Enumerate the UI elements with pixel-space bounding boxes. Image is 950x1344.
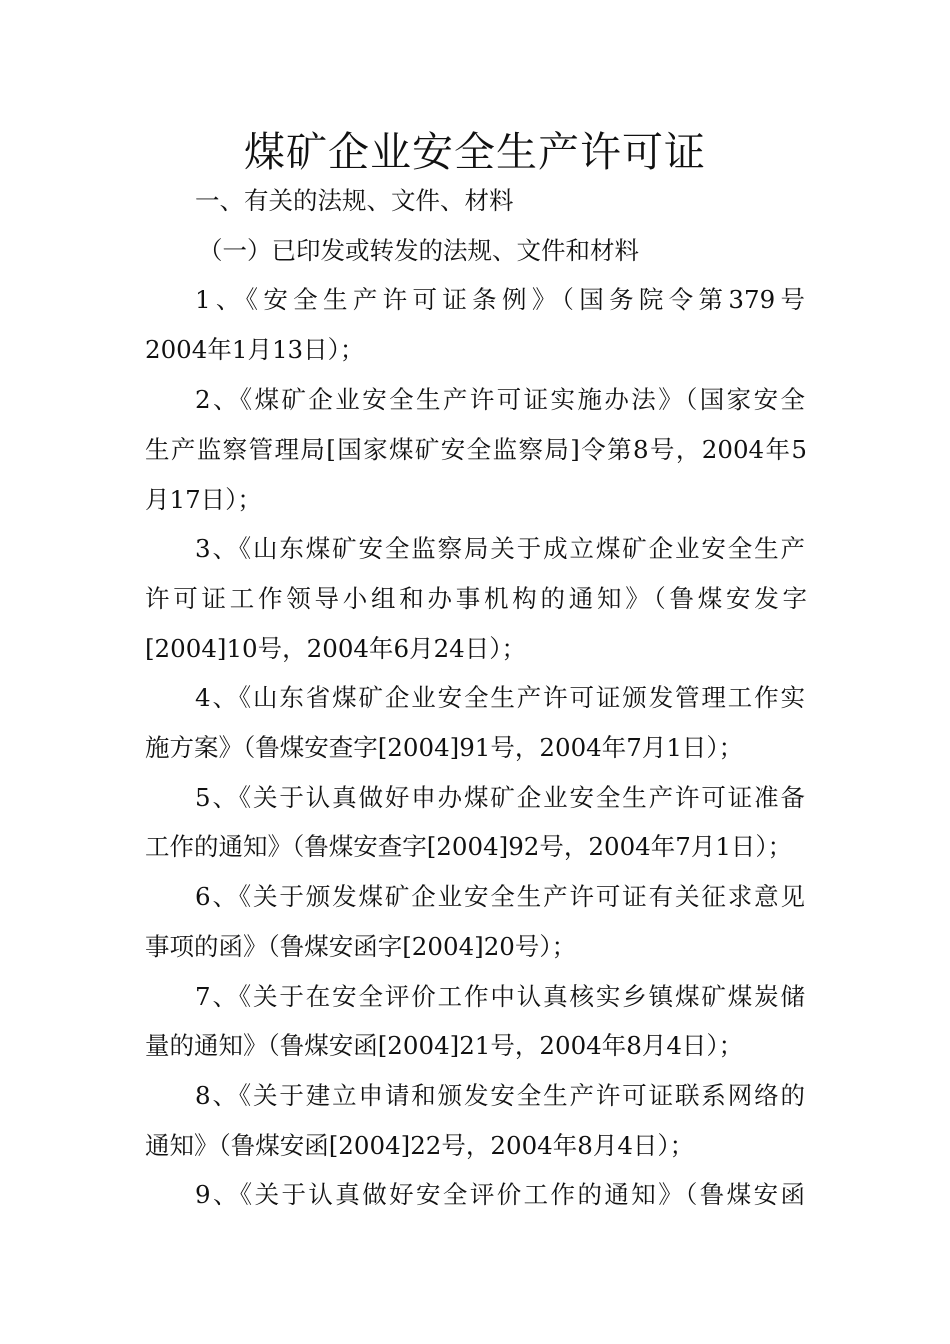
section-heading: 一、有关的法规、文件、材料 <box>195 186 514 215</box>
item-5-line-1: 5、《关于认真做好申办煤矿企业安全生产许可证准备 <box>195 783 805 812</box>
item-7-line-1: 7、《关于在安全评价工作中认真核实乡镇煤矿煤炭储 <box>195 982 805 1011</box>
item-2-line-1: 2、《煤矿企业安全生产许可证实施办法》（国家安全 <box>195 385 805 414</box>
item-2-line-2: 生产监察管理局[国家煤矿安全监察局]令第8号，2004年5 <box>145 435 807 464</box>
item-6-line-1: 6、《关于颁发煤矿企业安全生产许可证有关征求意见 <box>195 882 805 911</box>
item-6-line-2: 事项的函》（鲁煤安函字[2004]20号）； <box>145 932 577 961</box>
item-1-line-2: 2004年1月13日）； <box>145 335 365 364</box>
item-4-line-2: 施方案》（鲁煤安查字[2004]91号，2004年7月1日）； <box>145 733 744 762</box>
document-title: 煤矿企业安全生产许可证 <box>244 128 706 176</box>
item-8-line-1: 8、《关于建立申请和颁发安全生产许可证联系网络的 <box>195 1081 805 1110</box>
item-5-line-2: 工作的通知》（鲁煤安查字[2004]92号，2004年7月1日）； <box>145 832 793 861</box>
item-8-line-2: 通知》（鲁煤安函[2004]22号，2004年8月4日）； <box>145 1131 695 1160</box>
item-3-line-3: [2004]10号，2004年6月24日）； <box>145 634 527 663</box>
item-3-line-1: 3、《山东煤矿安全监察局关于成立煤矿企业安全生产 <box>195 534 805 563</box>
item-2-line-3: 月17日）； <box>145 485 262 514</box>
item-9-line-1: 9、《关于认真做好安全评价工作的通知》（鲁煤安函 <box>195 1180 805 1209</box>
item-4-line-1: 4、《山东省煤矿企业安全生产许可证颁发管理工作实 <box>195 683 805 712</box>
item-1-line-1: 1、《安全生产许可证条例》（国务院令第379号 <box>195 285 805 314</box>
subsection-heading: （一）已印发或转发的法规、文件和材料 <box>198 236 639 265</box>
item-3-line-2: 许可证工作领导小组和办事机构的通知》（鲁煤安发字 <box>145 584 807 613</box>
item-7-line-2: 量的通知》（鲁煤安函[2004]21号，2004年8月4日）； <box>145 1031 744 1060</box>
